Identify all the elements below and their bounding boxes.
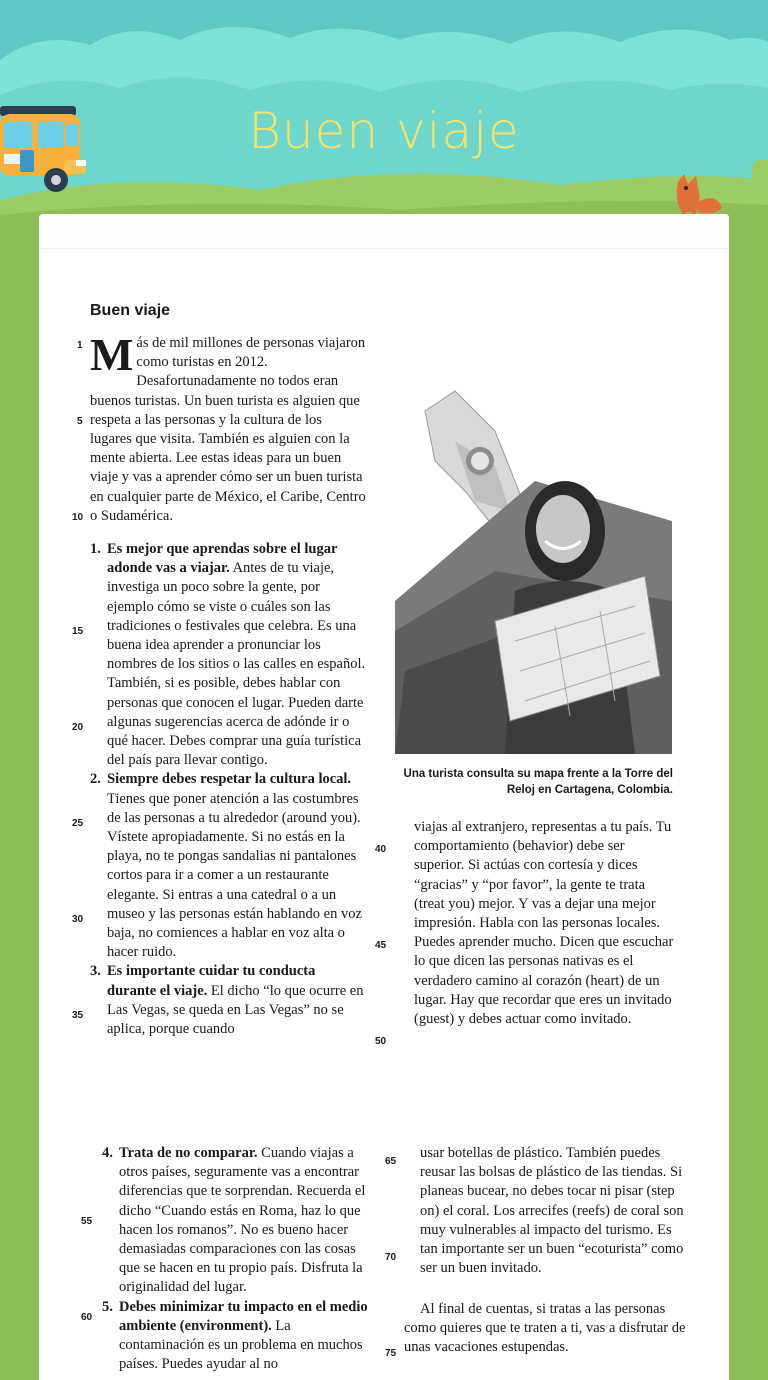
item-number: 1. [90,541,101,557]
photo-caption: Una turista consulta su mapa frente a la Torre del Reloj en Cartagena, Colombia. [403,768,673,796]
list-item [90,540,367,770]
item-number: 3. [90,963,101,980]
line-number: 75 [385,1348,397,1359]
app-header [0,0,768,230]
line-number: 35 [72,1010,84,1021]
line-number: 70 [385,1252,397,1263]
intro-paragraph [90,329,366,526]
item-heading: Debes minimizar tu impacto en el medio ambiente (environment). [119,1298,368,1334]
line-number: 50 [375,1036,387,1047]
line-number: 40 [375,844,387,855]
drop-cap: M [90,329,134,380]
item-number: 4. [102,1145,113,1161]
item-text: Antes de tu viaje, investiga un poco sobre la gente, por ejemplo cómo se viste o cuáles son las tradiciones o festivales que celebra. Es una buena idea aprender a pronunciar los nombres de los sitios o las calles en español. También, si es posible, debes hablar con personas que conocen el lugar. Pueden darte algunas sugerencias acerca de adónde ir o qué hacer. Debes comprar una guía turística del país para llevar contigo. [107,560,366,769]
closing-paragraph: Al final de cuentas, si tratas a las personas como quieres que te traten a ti, vas a disfrutar de unas vacaciones estupendas. [404,1301,686,1356]
item-heading: Es mejor que aprendas sobre el lugar adonde vas a viajar. [107,541,338,577]
list-item [90,770,367,962]
page-top-bar [39,214,729,249]
line-number: 10 [72,512,84,523]
line-number: 60 [81,1312,93,1323]
right-bottom-paragraph: usar botellas de plástico. También puedes reusar las bolsas de plástico de las tiendas. Si planeas bucear, no debes tocar ni pisar (step on) el coral. Los arrecifes (reefs) de coral son muy vulnerables al impacto del turismo. Es tan importante ser un buen “ecoturista” como ser un buen invitado. [420,1145,684,1277]
line-number: 15 [72,626,84,637]
line-number: 45 [375,940,387,951]
line-number: 25 [72,818,84,829]
list-item [102,1298,375,1375]
line-number: 55 [81,1216,93,1227]
item-heading: Trata de no comparar. [119,1145,258,1161]
line-number: 5 [77,416,83,427]
list-item [102,1144,375,1298]
line-number: 20 [72,722,84,733]
right-column-paragraph: viajas al extranjero, representas a tu país. Tu comportamiento (behavior) debe ser superior. Si actúas con cortesía y dices “gracias” y “por favor”, la gente te trata (treat you) mejor. Y vas a dejar una mejor impresión. Habla con las personas locales. Puedes aprender mucho. Dicen que escuchar lo que dicen las personas nativas es el verdadero camino al corazón (heart) de un lugar. Hay que recordar que eres un invitado (guest) y debes actuar como invitado. [414,819,674,1028]
list-item [90,962,367,1039]
document-page [39,214,729,1380]
item-heading: Siempre debes respetar la cultura local. [107,771,352,788]
item-text: La contaminación es un problema en muchos países. Puedes ayudar al no [119,1317,363,1373]
intro-text: ás de mil millones de personas viajaron como turistas en 2012. Desafortunadamente no todos eran buenos turistas. Un buen turista es alguien que respeta a las personas y la cultura de los lugares que visita. También es alguien con la mente abierta. Lee estas ideas para un buen viaje y vas a aprender cómo ser un buen turista en cualquier parte de México, el Caribe, Centro o Sudamérica. [90,335,366,524]
item-heading: Es importante cuidar tu conducta durante el viaje. [107,963,316,999]
item-text: Tienes que poner atención a las costumbres de las personas a tu alrededor (around you). Vístete apropiadamente. Si no estás en la playa, no te pongas sandalias ni pantalones cortos para ir a comer a un restaurante elegante. Si entras a una catedral o a un museo y las personas están hablando en voz baja, no comiences a hablar en voz alta o hacer ruido. [107,790,362,961]
line-number: 65 [385,1156,397,1167]
line-number: 30 [72,914,84,925]
tips-list-bottom [102,1144,375,1374]
item-number: 5. [102,1298,113,1315]
item-text: Cuando viajas a otros países, seguramente vas a encontrar diferencias que te sorprendan. Recuerda el dicho “Cuando estás en Roma, haz lo que hacen los romanos”. No es bueno hacer demasiadas comparaciones con las cosas que se hacen en tu propio país. Disfruta la originalidad del lugar. [119,1145,366,1296]
app-title: Buen viaje [248,102,520,160]
tips-list-left [90,540,367,1039]
document-title: Buen viaje [90,302,171,319]
tree-edge [752,160,768,200]
tourist-photo [395,371,672,754]
line-number: 1 [77,340,83,351]
item-number: 2. [90,771,101,788]
item-text: El dicho “lo que ocurre en Las Vegas, se queda en Las Vegas” no se aplica, porque cuando [107,982,364,1038]
